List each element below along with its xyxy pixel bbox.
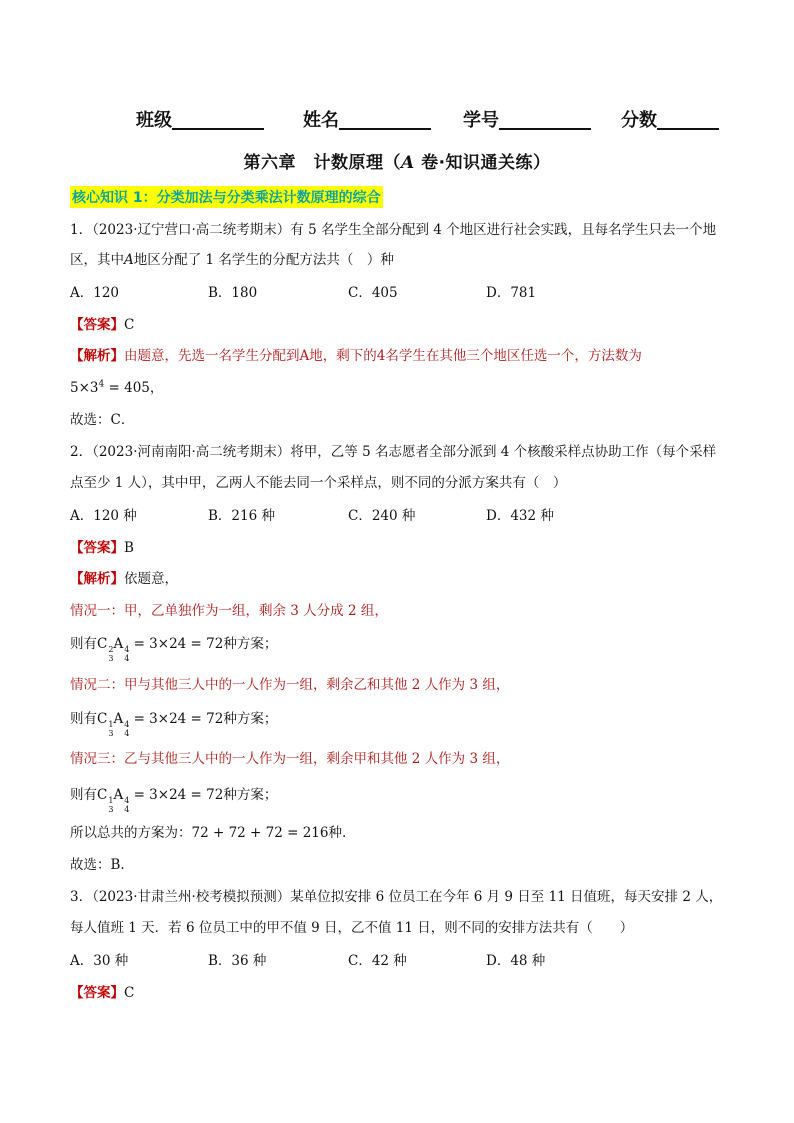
student-id-blank[interactable] <box>499 108 591 130</box>
q3-option-c: C．42 种 <box>348 953 407 969</box>
q1-option-a: A．120 <box>70 285 120 301</box>
student-id-label: 学号 <box>463 110 499 131</box>
q3-option-b: B．36 种 <box>208 953 267 969</box>
student-id-field[interactable] <box>463 106 591 132</box>
name-label: 姓名 <box>303 110 339 131</box>
q1-conclusion: 故选：C． <box>70 412 135 428</box>
q3-answer: 【答案】C <box>70 985 135 1001</box>
name-blank[interactable] <box>339 108 431 130</box>
q3-option-a: A．30 种 <box>70 953 129 969</box>
q3-stem-line2: 每人值班 1 天．若 6 位员工中的甲不值 9 日，乙不值 11 日，则不同的安排方法共有（ ） <box>70 920 634 936</box>
q1-stem-line2: 区，其中A地区分配了 1 名学生的分配方法共（ ）种 <box>70 252 394 268</box>
page-title <box>0 148 794 173</box>
q3-option-d: D．48 种 <box>486 953 546 969</box>
q1-option-b: B．180 <box>208 285 258 301</box>
score-blank[interactable] <box>657 108 719 130</box>
score-field[interactable] <box>621 106 719 132</box>
q1-formula: $5\times 3^4 = 405$， <box>70 379 164 396</box>
q2-option-b: B．216 种 <box>208 508 275 524</box>
class-field[interactable] <box>136 106 264 132</box>
q2-option-c: C．240 种 <box>348 508 416 524</box>
q2-case1: 情况一：甲，乙单独作为一组，剩余 3 人分成 2 组， <box>70 603 388 619</box>
q2-stem-line1: 2．（2023·河南南阳·高二统考期末）将甲，乙等 5 名志愿者全部分派到 4 个核酸采样点协助工作（每个采样 <box>70 444 717 460</box>
q2-case2: 情况二：甲与其他三人中的一人作为一组，剩余乙和其他 2 人作为 3 组， <box>70 677 510 693</box>
q2-case3: 情况三：乙与其他三人中的一人作为一组，剩余甲和其他 2 人作为 3 组， <box>70 751 510 767</box>
section-heading: 核心知识 1：分类加法与分类乘法计数原理的综合 <box>70 186 383 208</box>
q2-conclusion: 故选：B. <box>70 857 125 873</box>
q2-total: 所以总共的方案为：72 + 72 + 72 = 216种. <box>70 825 347 841</box>
q2-analysis: 【解析】依题意， <box>70 571 178 587</box>
title-volume: A <box>400 153 415 173</box>
q2-option-a: A．120 种 <box>70 508 137 524</box>
q1-option-c: C．405 <box>348 285 398 301</box>
q3-stem-line1: 3．（2023·甘肃兰州·校考模拟预测）某单位拟安排 6 位员工在今年 6 月 9 日至 11 日值班，每天安排 2 人， <box>70 889 723 905</box>
q2-calc2: 则有C 1 3 A 4 4 = 3×24 = 72种方案； <box>70 711 278 738</box>
q1-analysis: 【解析】由题意，先选一名学生分配到A地，剩下的4名学生在其他三个地区任选一个，方法数为 <box>70 348 642 364</box>
class-label: 班级 <box>136 110 172 131</box>
q1-option-d: D．781 <box>486 285 537 301</box>
title-prefix: 第六章 计数原理（ <box>243 153 401 173</box>
name-field[interactable] <box>303 106 431 132</box>
score-label: 分数 <box>621 110 657 131</box>
q2-stem-line2: 点至少 1 人），其中甲，乙两人不能去同一个采样点，则不同的分派方案共有（ ） <box>70 475 567 491</box>
q2-calc1: 则有C 2 3 A 4 4 = 3×24 = 72种方案； <box>70 636 278 663</box>
class-blank[interactable] <box>172 108 264 130</box>
q2-calc3: 则有C 1 3 A 4 4 = 3×24 = 72种方案； <box>70 787 278 814</box>
q1-answer: 【答案】C <box>70 317 135 333</box>
q1-stem-line1: 1．（2023·辽宁营口·高二统考期末）有 5 名学生全部分配到 4 个地区进行社会实践，且每名学生只去一个地 <box>70 222 717 238</box>
q2-answer: 【答案】B <box>70 540 134 556</box>
title-suffix: 卷·知识通关练） <box>414 153 551 173</box>
q2-option-d: D．432 种 <box>486 508 554 524</box>
